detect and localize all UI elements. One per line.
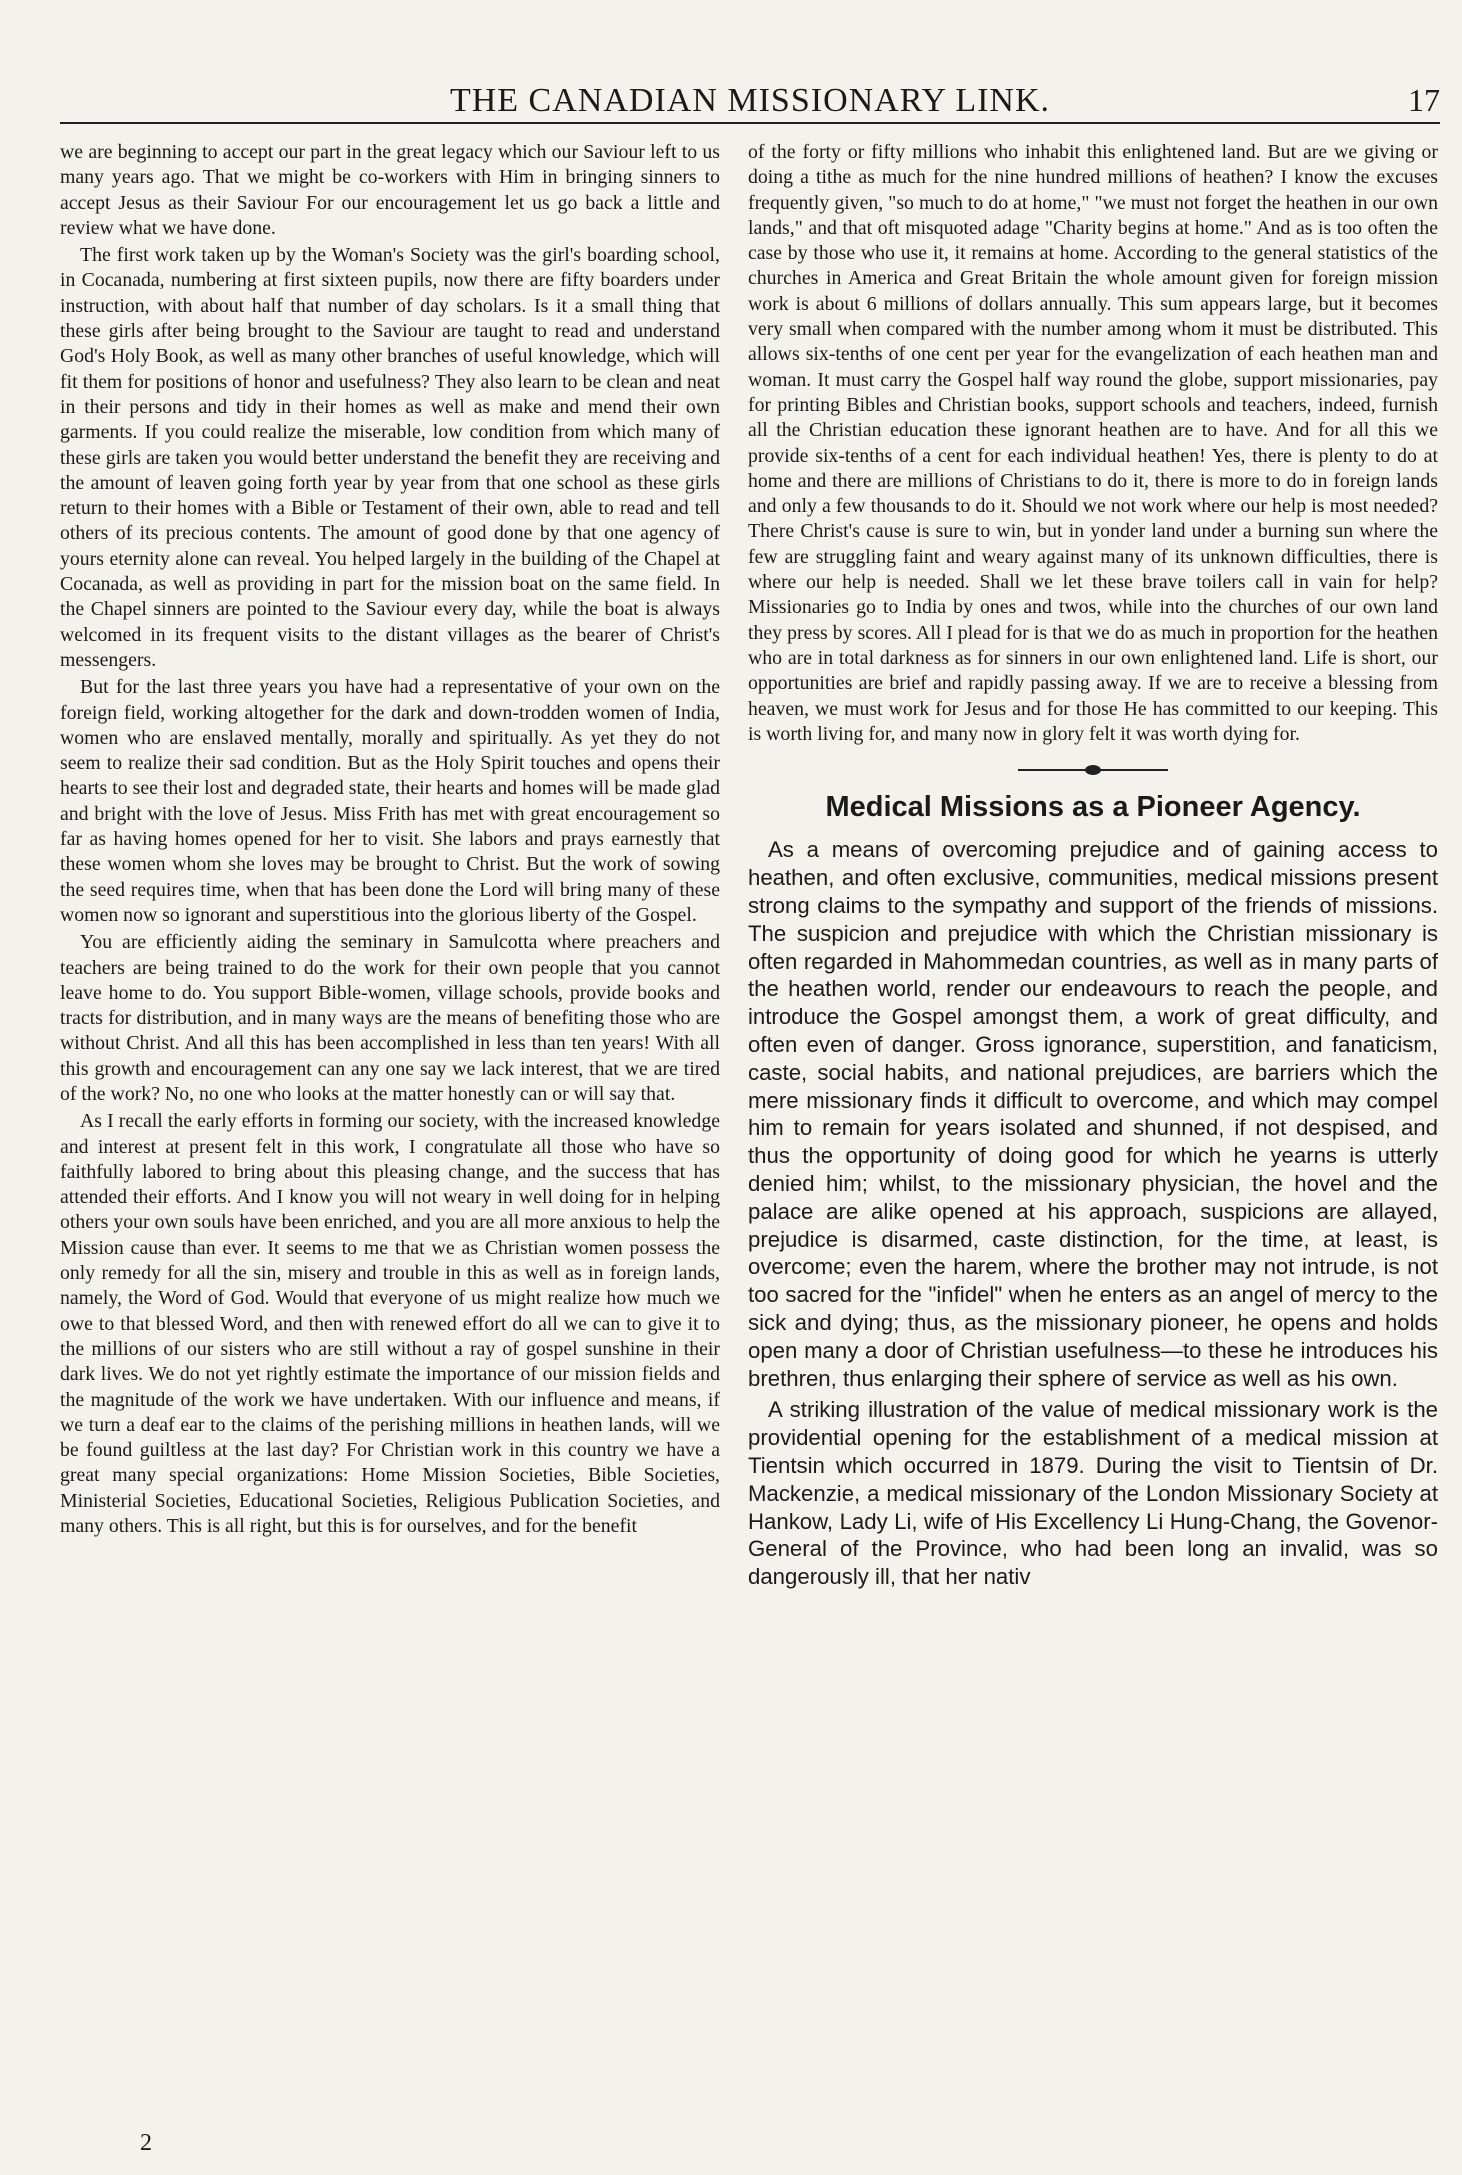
journal-title: THE CANADIAN MISSIONARY LINK. [449, 82, 1051, 119]
paragraph: A striking illustration of the value of medical missionary work is the providential opening for the establishment of a medical mission at Tientsin which occurred in 1879. During the visit to Tientsin of Dr. Mackenzie, a medical missionary of the London Missionary Society at Hankow, Lady Li, wife of His Excellency Li Hung-Chang, the Govenor-General of the Province, who had been long an invalid, was so dangerously ill, that her nativ [748, 1397, 1438, 1590]
paragraph-continuation: of the forty or fifty millions who inhabit this enlightened land. But are we giving or doing a tithe as much for the nine hundred millions of heathen? I know the excuses frequently given, "so much to do at home," "we must not forget the heathen in our own lands," and that oft misquoted adage "Charity begins at home." And as is too often the case by those who use it, it remains at home. According to the general statistics of the churches in America and Great Britain the whole amount given for foreign mission work is about 6 millions of dollars annually. This sum appears large, but it becomes very small when compared with the number among whom it must be distributed. This allows six-tenths of one cent per year for the evangelization of each heathen man and woman. It must carry the Gospel half way round the globe, support missionaries, pay for printing Bibles and Christian books, support schools and teachers, indeed, furnish all the Christian education these ignorant heathen are to have. And for all this we provide six-tenths of a cent for each individual heathen! Yes, there is plenty to do at home and there are millions of Christians to do it, there is more to do in foreign lands and only a few thousands to do it. Should we not work where our help is most needed? There Christ's cause is sure to win, but in yonder land under a burning sun where the few are struggling faint and weary against many of its unknown difficulties, there is where our help is needed. Shall we let these brave toilers call in vain for help? Missionaries go to India by ones and twos, while into the churches of our own land they press by scores. All I plead for is that we do as much in proportion for the heathen who are in total darkness as for sinners in our own enlightened land. Life is short, our opportunities are brief and rapidly passing away. If we are to receive a blessing from heaven, we must work for Jesus and for those He has committed to our keeping. This is worth living for, and many now in glory felt it was worth dying for. [748, 141, 1438, 745]
page-number: 17 [1408, 82, 1440, 118]
paragraph: You are efficiently aiding the seminary in Samulcotta where preachers and teachers are being trained to do the work for their own people that you cannot leave home to do. You support Bible-women, village schools, provide books and tracts for distribution, and in many ways are the means of benefiting those who are without Christ. And all this has been accomplished in less than ten years! With all this growth and encouragement can any one say we lack interest, that we are tired of the work? No, no one who looks at the matter honestly can or will say that. [60, 931, 720, 1105]
page-header [60, 82, 1440, 124]
paragraph: As I recall the early efforts in forming our society, with the increased knowledge and interest at present felt in this work, I congratulate all those who have so faithfully labored to bring about this pleasing change, and the success that has attended their efforts. And I know you will not weary in well doing for in helping others your own souls have been enriched, and you are all more anxious to help the Mission cause than ever. It seems to me that we as Christian women possess the only remedy for all the sin, misery and trouble in this as well as in foreign lands, namely, the Word of God. Would that everyone of us might realize how much we owe to that blessed Word, and then with renewed effort do all we can to give it to the millions of our sisters who are still without a ray of gospel sunshine in their dark lives. We do not yet rightly estimate the importance of our mission fields and the magnitude of the work we have undertaken. With our influence and means, if we turn a deaf ear to the claims of the perishing millions in heathen lands, will we be found guiltless at the last day? For Christian work in this country we have a great many special organizations: Home Mission Societies, Bible Societies, Ministerial Societies, Educational Societies, Religious Publication Societies, and many others. This is all right, but this is for ourselves, and for the benefit [60, 1110, 720, 1538]
paragraph: But for the last three years you have had a representative of your own on the foreign field, working altogether for the dark and down-trodden women of India, women who are enslaved mentally, morally and spiritually. As yet they do not seem to realize their sad condition. But as the Holy Spirit touches and opens their hearts to see their lost and degraded state, their hearts and homes will be made glad and bright with the love of Jesus. Miss Frith has met with great encouragement so far as having homes opened for her to visit. She labors and prays earnestly that these women whom she loves may be brought to Christ. But the work of sowing the seed requires time, when that has been done the Lord will bring many of these women now so ignorant and superstitious into the glorious liberty of the Gospel. [60, 676, 720, 926]
article-title: Medical Missions as a Pioneer Agency. [825, 791, 1361, 824]
article-medical-missions [748, 791, 1438, 1591]
left-column [60, 140, 720, 1541]
right-column [748, 140, 1438, 1595]
section-divider [1018, 769, 1168, 771]
paragraph: The first work taken up by the Woman's Society was the girl's boarding school, in Cocanada, numbering at first sixteen pupils, now there are fifty boarders under instruction, with about half that number of day scholars. Is it a small thing that these girls after being brought to the Saviour are taught to read and understand God's Holy Book, as well as many other branches of useful knowledge, which will fit them for positions of honor and usefulness? They also learn to be clean and neat in their persons and tidy in their homes as well as make and mend their own garments. If you could realize the miserable, low condition from which many of these girls are taken you would better understand the benefit they are receiving and the amount of leaven going forth year by year from that one school as these girls return to their homes with a Bible or Testament of their own, able to read and tell others of its precious contents. The amount of good done by that one agency of yours eternity alone can reveal. You helped largely in the building of the Chapel at Cocanada, as well as providing in part for the mission boat on the same field. In the Chapel sinners are pointed to the Saviour every day, while the boat is always welcomed in its frequent visits to the distant villages as the bearer of Christ's messengers. [60, 244, 720, 671]
paragraph: As a means of overcoming prejudice and of gaining access to heathen, and often exclusive, communities, medical missions present strong claims to the sympathy and support of the friends of missions. The suspicion and prejudice with which the Christian missionary is often regarded in Mahommedan countries, as well as in many parts of the heathen world, render our endeavours to reach the people, and introduce the Gospel amongst them, a work of great difficulty, and often even of danger. Gross ignorance, superstition, and fanaticism, caste, social habits, and national prejudices, are barriers which the mere missionary finds it difficult to overcome, and which may compel him to remain for years isolated and shunned, if not despised, and thus the opportunity of doing good for which he yearns is utterly denied him; whilst, to the missionary physician, the hovel and the palace are alike opened at his approach, suspicions are allayed, prejudice is disarmed, caste distinction, for the time, at least, is overcome; even the harem, where the brother may not intrude, is not too sacred for the "infidel" when he enters as an angel of mercy to the sick and dying; thus, as the missionary pioneer, he opens and holds open many a door of Christian usefulness—to these he introduces his brethren, thus enlarging their sphere of service as well as his own. [748, 837, 1438, 1391]
paragraph: we are beginning to accept our part in the great legacy which our Saviour left to us many years ago. That we might be co-workers with Him in bringing sinners to accept Jesus as their Saviour For our encouragement let us go back a little and review what we have done. [60, 141, 720, 239]
footer-page-mark: 2 [140, 2130, 152, 2156]
